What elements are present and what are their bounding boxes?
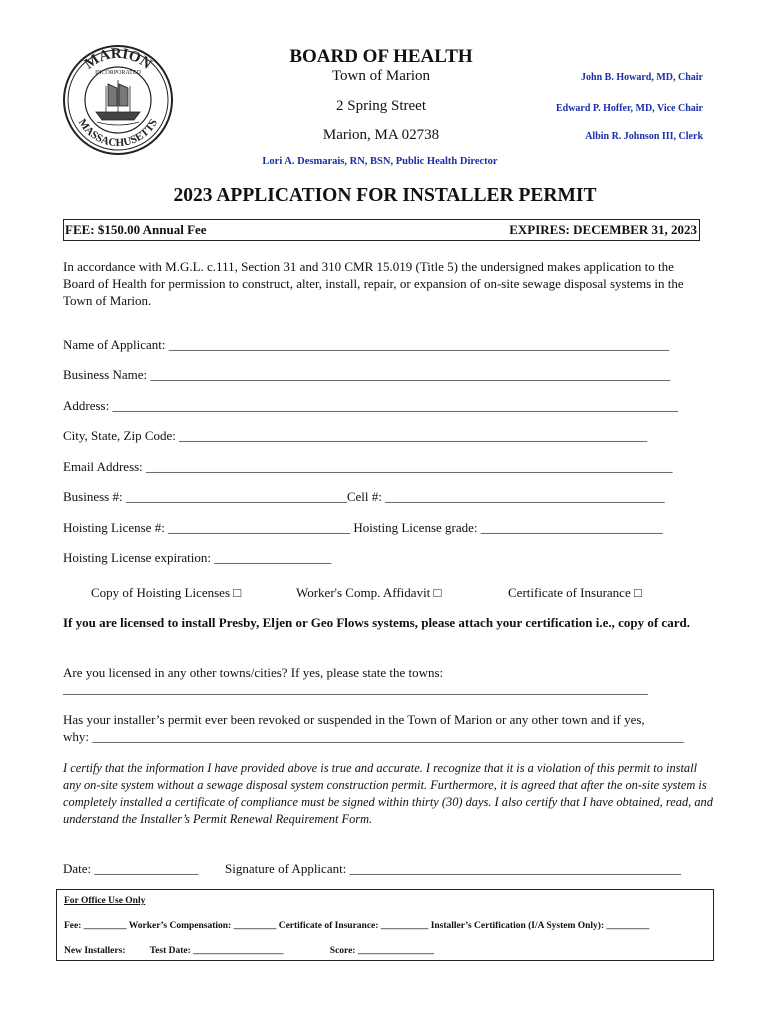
director-name: Lori A. Desmarais, RN, BSN, Public Health Director xyxy=(262,156,498,167)
city-address: Marion, MA 02738 xyxy=(322,127,440,143)
phone-fields[interactable]: Business #: __________________________________Cell #: ___________________________________________ xyxy=(63,489,665,504)
chair-name: John B. Howard, MD, Chair xyxy=(581,72,703,83)
other-towns-question: Are you licensed in any other towns/cities? If yes, please state the towns: xyxy=(63,665,444,680)
certification-statement: I certify that the information I have provided above is true and accurate. I recognize that it is a violation of this permit to install any on-site system without a sewage disposal system construction permit. Furthermore, it is agreed that after the on-site system is completely installed a certificate of compliance must be signed within thirty (30) days. I also certify that I have obtained, read, and understand the Installer’s Permit Renewal Requirement Form. xyxy=(63,761,713,826)
town-seal xyxy=(62,44,174,156)
revoked-question: Has your installer’s permit ever been revoked or suspended in the Town of Marion or any other town and if yes, xyxy=(63,712,645,727)
certification-note: If you are licensed to install Presby, Eljen or Geo Flows systems, please attach your certification i.e., copy of card. xyxy=(63,615,690,630)
office-test-date: Test Date: ___________________ xyxy=(149,946,284,956)
office-use-box xyxy=(56,889,714,961)
insurance-checkbox[interactable]: Certificate of Insurance □ xyxy=(508,585,642,600)
office-workers-comp: Worker’s Compensation: _________ xyxy=(128,921,277,931)
hoisting-expiration-field[interactable]: Hoisting License expiration: __________________ xyxy=(63,550,332,565)
office-use-heading: For Office Use Only xyxy=(64,896,146,906)
clerk-name: Albin R. Johnson III, Clerk xyxy=(585,131,703,142)
seal-incorporated-text: INCORPORATED xyxy=(95,70,141,76)
address-field[interactable]: Address: _______________________________________________________________________________________ xyxy=(63,398,678,413)
intro-paragraph: In accordance with M.G.L. c.111, Section 31 and 310 CMR 15.019 (Title 5) the undersigned makes application to the Board of Health for permission to construct, alter, install, repair, or expansion of on-site sewage disposal systems in the Town of Marion. xyxy=(63,259,684,308)
workers-comp-checkbox[interactable]: Worker's Comp. Affidavit □ xyxy=(296,585,442,600)
office-fee: Fee: _________ xyxy=(64,921,127,931)
office-row-1 xyxy=(64,921,649,931)
fee-bar xyxy=(63,219,700,241)
office-new-installers: New Installers: xyxy=(64,946,126,956)
office-certification: Installer’s Certification (I/A System Only): _________ xyxy=(430,921,650,931)
office-insurance: Certificate of Insurance: __________ xyxy=(278,921,429,931)
business-name-field[interactable]: Business Name: ________________________________________________________________________________ xyxy=(63,367,671,382)
seal-name-text: MARION xyxy=(81,45,155,73)
fee-text: FEE: $150.00 Annual Fee xyxy=(65,222,207,237)
hoisting-license-fields[interactable]: Hoisting License #: ____________________________ Hoisting License grade: ____________________________ xyxy=(63,520,663,535)
office-row-2 xyxy=(64,946,434,956)
seal-state-text: MASSACHUSETTS xyxy=(75,116,161,150)
page-title: 2023 APPLICATION FOR INSTALLER PERMIT xyxy=(173,185,597,206)
hoisting-copy-checkbox[interactable]: Copy of Hoisting Licenses □ xyxy=(91,585,242,600)
town-name: Town of Marion xyxy=(331,68,431,84)
signature-field[interactable]: Signature of Applicant: ___________________________________________________ xyxy=(225,861,682,876)
revoked-why-field[interactable]: why: ___________________________________________________________________________________________ xyxy=(63,729,684,744)
city-state-zip-field[interactable]: City, State, Zip Code: ________________________________________________________________________ xyxy=(63,428,648,443)
office-score: Score: ________________ xyxy=(329,946,434,956)
other-towns-line[interactable]: __________________________________________________________________________________________ xyxy=(63,681,648,696)
email-field[interactable]: Email Address: _________________________________________________________________________________ xyxy=(63,459,673,474)
board-title: BOARD OF HEALTH xyxy=(289,46,473,67)
date-field[interactable]: Date: ________________ xyxy=(63,861,199,876)
expires-text: EXPIRES: DECEMBER 31, 2023 xyxy=(509,222,697,237)
applicant-name-field[interactable]: Name of Applicant: _____________________________________________________________________________ xyxy=(63,337,670,352)
vice-chair-name: Edward P. Hoffer, MD, Vice Chair xyxy=(555,103,703,114)
street-address: 2 Spring Street xyxy=(336,98,426,114)
